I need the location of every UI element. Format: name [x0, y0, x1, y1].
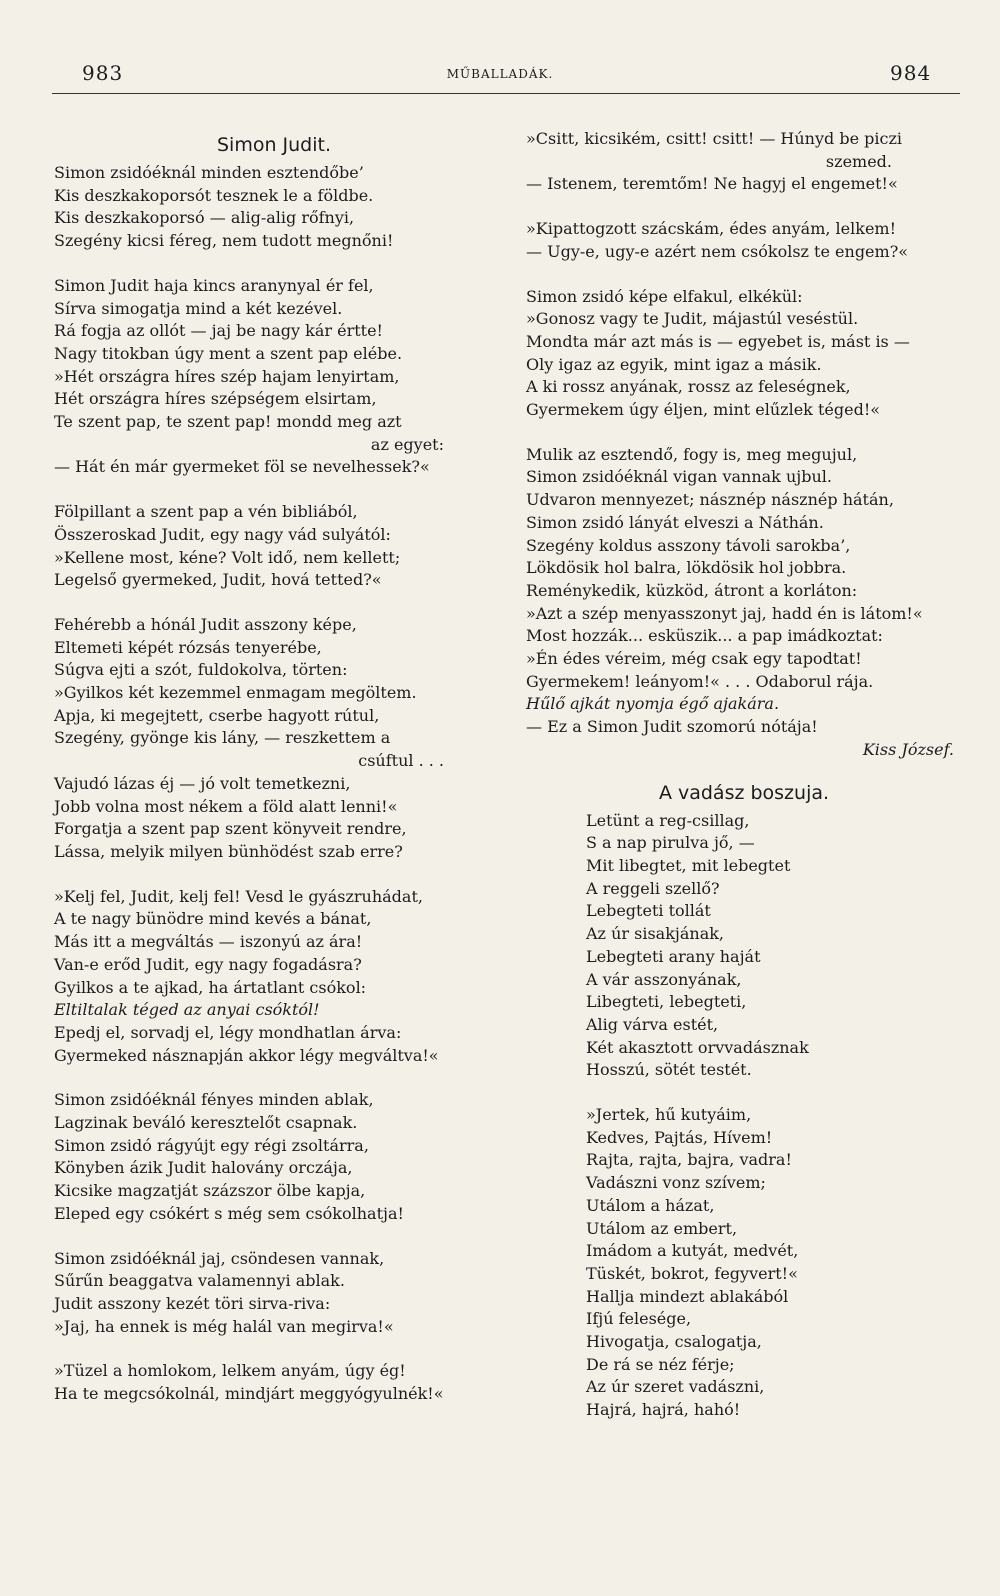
verse-line: Lebegteti tollát	[586, 901, 711, 921]
verse-line: »Kelj fel, Judit, kelj fel! Vesd le gyászruhádat,	[54, 886, 423, 906]
verse-line: Mondta már azt más is — egyebet is, mást is —	[526, 331, 910, 351]
verse-line: Vajudó lázas éj — jó volt temetkezni,	[54, 773, 351, 793]
verse-line: Fehérebb a hónál Judit asszony képe,	[54, 614, 357, 634]
verse-line: Összeroskad Judit, egy nagy vád sulyától:	[54, 524, 391, 544]
verse-line: Vadászni vonz szívem;	[586, 1173, 766, 1193]
verse-line: Kis deszkakoporsót tesznek le a földbe.	[54, 185, 374, 205]
verse-line: — Ez a Simon Judit szomorú nótája!	[526, 717, 818, 737]
verse-line: Lökdösik hol balra, lökdösik hol jobbra.	[526, 558, 847, 578]
verse-line: De rá se néz férje;	[586, 1354, 735, 1374]
verse-line: — Ugy-e, ugy-e azért nem csókolsz te engem?«	[526, 241, 909, 261]
verse-line: Simon Judit haja kincs aranynyal ér fel,	[54, 275, 374, 295]
verse-line: Utálom a házat,	[586, 1195, 715, 1215]
poem-title: A vadász boszuja.	[658, 781, 830, 804]
verse-line: Rá fogja az ollót — jaj be nagy kár értte!	[54, 321, 383, 341]
verse-line: Apja, ki megejtett, cserbe hagyott rútul,	[54, 705, 380, 725]
verse-line: Ha te megcsókolnál, mindjárt meggyógyulnék!«	[54, 1384, 444, 1404]
verse-line: »Én édes véreim, még csak egy tapodtat!	[526, 649, 862, 669]
verse-line: Az úr sisakjának,	[586, 924, 725, 944]
verse-line: Lebegteti arany haját	[586, 946, 761, 966]
verse-line: Simon zsidóéknál minden esztendőbe’	[54, 163, 364, 182]
verse-line: Jobb volna most nékem a föld alatt lenni!«	[54, 796, 398, 816]
verse-line: Simon zsidó képe elfakul, elkékül:	[526, 286, 803, 306]
stanza	[54, 1360, 494, 1405]
stanza	[526, 218, 962, 263]
verse-line: Hallja mindezt ablakából	[586, 1286, 789, 1306]
verse-line: »Csitt, kicsikém, csitt! csitt! — Húnyd be piczi	[526, 129, 903, 148]
verse-line: »Azt a szép menyasszonyt jaj, hadd én is látom!«	[526, 603, 923, 623]
verse-line: Tüskét, bokrot, fegyvert!«	[586, 1263, 798, 1283]
verse-line: Kedves, Pajtás, Hívem!	[586, 1127, 773, 1147]
verse-line: Könyben ázik Judit halovány orczája,	[54, 1158, 353, 1178]
page-header	[0, 0, 1000, 100]
page-number-left: 983	[82, 61, 124, 85]
verse-line: Simon zsidó rágyújt egy régi zsoltárra,	[54, 1135, 369, 1155]
verse-line: Reménykedik, küzköd, átront a korláton:	[526, 580, 858, 600]
verse-line: »Kipattogzott szácskám, édes anyám, lelkem!	[526, 219, 897, 239]
verse-line: Sírva simogatja mind a két kezével.	[54, 298, 343, 318]
verse-line: Libegteti, lebegteti,	[586, 992, 747, 1012]
stanza	[54, 614, 494, 864]
verse-line-continuation: szemed.	[825, 151, 892, 171]
verse-line: Forgatja a szent pap szent könyveit rendre,	[54, 819, 407, 839]
verse-line: Fölpillant a szent pap a vén bibliából,	[54, 502, 358, 522]
verse-line: Ifjú felesége,	[586, 1309, 692, 1329]
verse-line: »Tüzel a homlokom, lelkem anyám, úgy ég!	[54, 1361, 406, 1381]
verse-line-italic: Eltiltalak téged az anyai csóktól!	[54, 1000, 320, 1020]
verse-line: A reggeli szellő?	[586, 878, 720, 898]
verse-line: Simon zsidó lányát elveszi a Náthán.	[526, 512, 824, 532]
verse-line: Szegény kicsi féreg, nem tudott megnőni!	[54, 231, 394, 251]
verse-line: Sűrűn beaggatva valamennyi ablak.	[54, 1271, 345, 1291]
stanza	[54, 1248, 494, 1339]
verse-line: Mit libegtet, mit lebegtet	[586, 855, 791, 875]
verse-line: Szegény, gyönge kis lány, — reszkettem a	[54, 728, 391, 748]
verse-line: Szegény koldus asszony távoli sarokba’,	[526, 535, 851, 555]
verse-line: Gyilkos a te ajkad, ha ártatlant csókol:	[54, 977, 367, 997]
verse-line: Eltemeti képét rózsás tenyerébe,	[54, 637, 322, 657]
verse-line: Az úr szeret vadászni,	[586, 1377, 765, 1397]
stanza	[54, 886, 494, 1068]
verse-line: Mulik az esztendő, fogy is, meg megujul,	[526, 444, 858, 464]
stanza	[526, 444, 962, 739]
verse-line: A ki rossz anyának, rossz az feleségnek,	[526, 377, 851, 397]
verse-line: Oly igaz az egyik, mint igaz a másik.	[526, 354, 822, 374]
verse-line: Alig várva estét,	[586, 1014, 719, 1034]
stanza	[54, 1089, 494, 1225]
poem-body	[526, 810, 962, 1422]
right-column	[526, 128, 962, 1422]
verse-line: Más itt a megváltás — iszonyú az ára!	[54, 932, 363, 952]
verse-line: »Jaj, ha ennek is még halál van megirva!«	[54, 1316, 394, 1336]
poem-title: Simon Judit.	[216, 134, 332, 156]
verse-line: A te nagy bünödre mind kevés a bánat,	[54, 909, 372, 929]
verse-line: Van-e erőd Judit, egy nagy fogadásra?	[54, 954, 362, 974]
author-signature: Kiss József.	[862, 739, 954, 759]
verse-line: Simon zsidóéknál jaj, csöndesen vannak,	[54, 1248, 385, 1268]
verse-line: »Gonosz vagy te Judit, májastúl veséstül.	[526, 309, 859, 329]
verse-line-continuation: csúftul . . .	[358, 751, 444, 771]
verse-line: Hét országra híres szépségem elsirtam,	[54, 389, 377, 409]
verse-line: A vár asszonyának,	[586, 969, 742, 989]
verse-line: Hajrá, hajrá, hahó!	[586, 1400, 741, 1420]
verse-line: Utálom az embert,	[586, 1218, 738, 1238]
verse-line: Letünt a reg-csillag,	[586, 810, 750, 830]
page-number-right: 984	[890, 61, 932, 85]
stanza	[54, 162, 494, 253]
verse-line-italic: Hűlő ajkát nyomja égő ajakára.	[526, 694, 780, 714]
verse-line: Te szent pap, te szent pap! mondd meg azt	[54, 412, 402, 432]
stanza	[586, 1104, 962, 1422]
verse-line: »Kellene most, kéne? Volt idő, nem kellett;	[54, 547, 401, 567]
verse-line: »Gyilkos két kezemmel enmagam megöltem.	[54, 683, 417, 703]
verse-line: Két akasztott orvvadásznak	[586, 1037, 809, 1057]
header-rule	[52, 93, 960, 94]
verse-line: Legelső gyermeked, Judit, hová tetted?«	[54, 570, 382, 590]
stanza	[586, 810, 962, 1082]
verse-line: Lagzinak beváló keresztelőt csapnak.	[54, 1113, 358, 1133]
verse-line: Lássa, melyik milyen bünhödést szab erre?	[54, 841, 403, 861]
verse-line: Gyermekem úgy éljen, mint elűzlek téged!«	[526, 400, 881, 420]
verse-line: — Istenem, teremtőm! Ne hagyj el engemet!«	[526, 174, 898, 194]
verse-line: Imádom a kutyát, medvét,	[586, 1241, 799, 1261]
verse-line: Súgva ejti a szót, fuldokolva, törten:	[54, 660, 348, 680]
verse-line: S a nap pirulva jő, —	[586, 833, 755, 853]
verse-line: Epedj el, sorvadj el, légy mondhatlan árva:	[54, 1022, 402, 1042]
verse-line-continuation: az egyet:	[370, 434, 444, 454]
verse-line: Most hozzák... esküszik... a pap imádkoztat:	[526, 626, 883, 646]
verse-line: Hosszú, sötét testét.	[586, 1060, 752, 1080]
running-title: MŰBALLADÁK.	[446, 67, 554, 81]
verse-line: Kicsike magzatját százszor ölbe kapja,	[54, 1181, 366, 1201]
verse-line: Gyermekem! leányom!« . . . Odaborul rája.	[526, 671, 874, 691]
stanza	[54, 275, 494, 479]
verse-line: »Hét országra híres szép hajam lenyirtam,	[54, 366, 400, 386]
stanza	[54, 501, 494, 592]
verse-line: Judit asszony kezét töri sirva-riva:	[54, 1293, 331, 1313]
verse-line: Nagy titokban úgy ment a szent pap elébe.	[54, 343, 403, 363]
verse-line: Eleped egy csókért s még sem csókolhatja!	[54, 1203, 404, 1223]
stanza	[526, 128, 962, 196]
verse-line: Gyermeked násznapján akkor légy megváltva!«	[54, 1045, 439, 1065]
verse-line: — Hát én már gyermeket föl se nevelhessek?«	[54, 457, 430, 477]
verse-line: Rajta, rajta, bajra, vadra!	[586, 1150, 792, 1170]
verse-line: Udvaron mennyezet; násznép násznép hátán,	[526, 490, 894, 510]
verse-line: Simon zsidóéknál vigan vannak ujbul.	[526, 467, 832, 487]
verse-line: Kis deszkakoporsó — alig-alig rőfnyi,	[54, 208, 355, 228]
left-column	[54, 128, 494, 1428]
verse-line: »Jertek, hű kutyáim,	[586, 1105, 752, 1125]
verse-line: Simon zsidóéknál fényes minden ablak,	[54, 1090, 374, 1110]
stanza	[526, 286, 962, 422]
verse-line: Hivogatja, csalogatja,	[586, 1332, 762, 1352]
